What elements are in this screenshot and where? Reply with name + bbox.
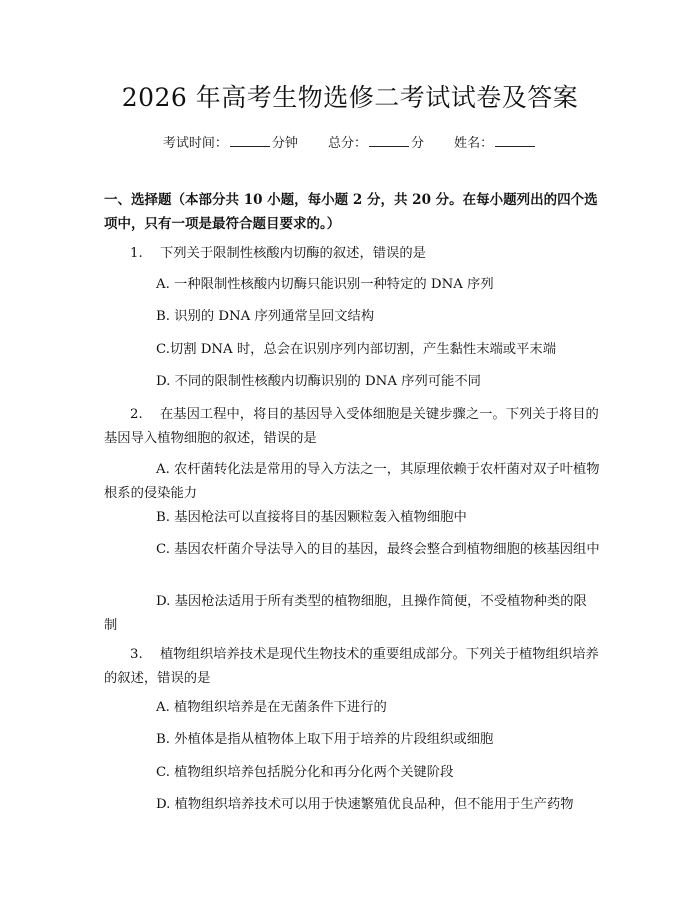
exam-meta (0, 132, 700, 151)
question-stem: 在基因工程中，将目的基因导入受体细胞是关键步骤之一。下列关于将目的基因导入植物细胞的叙述，错误的是 (104, 407, 599, 446)
time-unit: 分钟 (271, 136, 298, 151)
question-stem: 植物组织培养技术是现代生物技术的重要组成部分。下列关于植物组织培养的叙述，错误的是 (104, 647, 599, 686)
time-label: 考试时间： (162, 136, 228, 151)
question-number: 2. (130, 407, 143, 422)
score-field (328, 136, 424, 151)
q3-option-c: C. 植物组织培养包括脱分化和再分化两个关键阶段 (156, 765, 454, 780)
q2-option-a: A. 农杆菌转化法是常用的导入方法之一，其原理依赖于农杆菌对双子叶植物根系的侵染能力 (104, 462, 600, 501)
section-heading: 一、选择题（本部分共 10 小题，每小题 2 分，共 20 分。在每小题列出的四个选项中，只有一项是最符合题目要求的。） (104, 192, 598, 232)
score-unit: 分 (411, 136, 425, 151)
q1-option-c: C.切割 DNA 时，总会在识别序列内部切割，产生黏性末端或平末端 (156, 342, 556, 357)
q1-option-b: B. 识别的 DNA 序列通常呈回文结构 (156, 309, 375, 324)
time-field (163, 136, 298, 151)
score-blank (369, 135, 409, 147)
question-stem: 下列关于限制性核酸内切酶的叙述，错误的是 (160, 246, 426, 261)
question-number: 3. (130, 647, 143, 662)
q1-option-a: A. 一种限制性核酸内切酶只能识别一种特定的 DNA 序列 (156, 277, 494, 292)
q3-option-b: B. 外植体是指从植物体上取下用于培养的片段组织或细胞 (156, 732, 494, 747)
q2-option-c: C. 基因农杆菌介导法导入的目的基因，最终会整合到植物细胞的核基因组中 (156, 542, 600, 557)
name-field (454, 136, 537, 151)
score-label: 总分： (327, 136, 367, 151)
time-blank (230, 135, 270, 147)
name-label: 姓名： (454, 136, 494, 151)
question-3 (104, 643, 600, 691)
q1-option-d: D. 不同的限制性核酸内切酶识别的 DNA 序列可能不同 (156, 374, 481, 389)
question-number: 1. (130, 246, 143, 261)
q2-option-d: D. 基因枪法适用于所有类型的植物细胞，且操作简便，不受植物种类的限制 (104, 594, 587, 633)
question-2 (104, 403, 600, 451)
page-title: 2026 年高考生物选修二考试试卷及答案 (121, 83, 579, 112)
question-1 (104, 242, 600, 266)
q3-option-a: A. 植物组织培养是在无菌条件下进行的 (156, 700, 387, 715)
q3-option-d: D. 植物组织培养技术可以用于快速繁殖优良品种，但不能用于生产药物 (156, 797, 574, 812)
name-blank (495, 135, 535, 147)
q2-option-b: B. 基因枪法可以直接将目的基因颗粒轰入植物细胞中 (156, 510, 467, 525)
